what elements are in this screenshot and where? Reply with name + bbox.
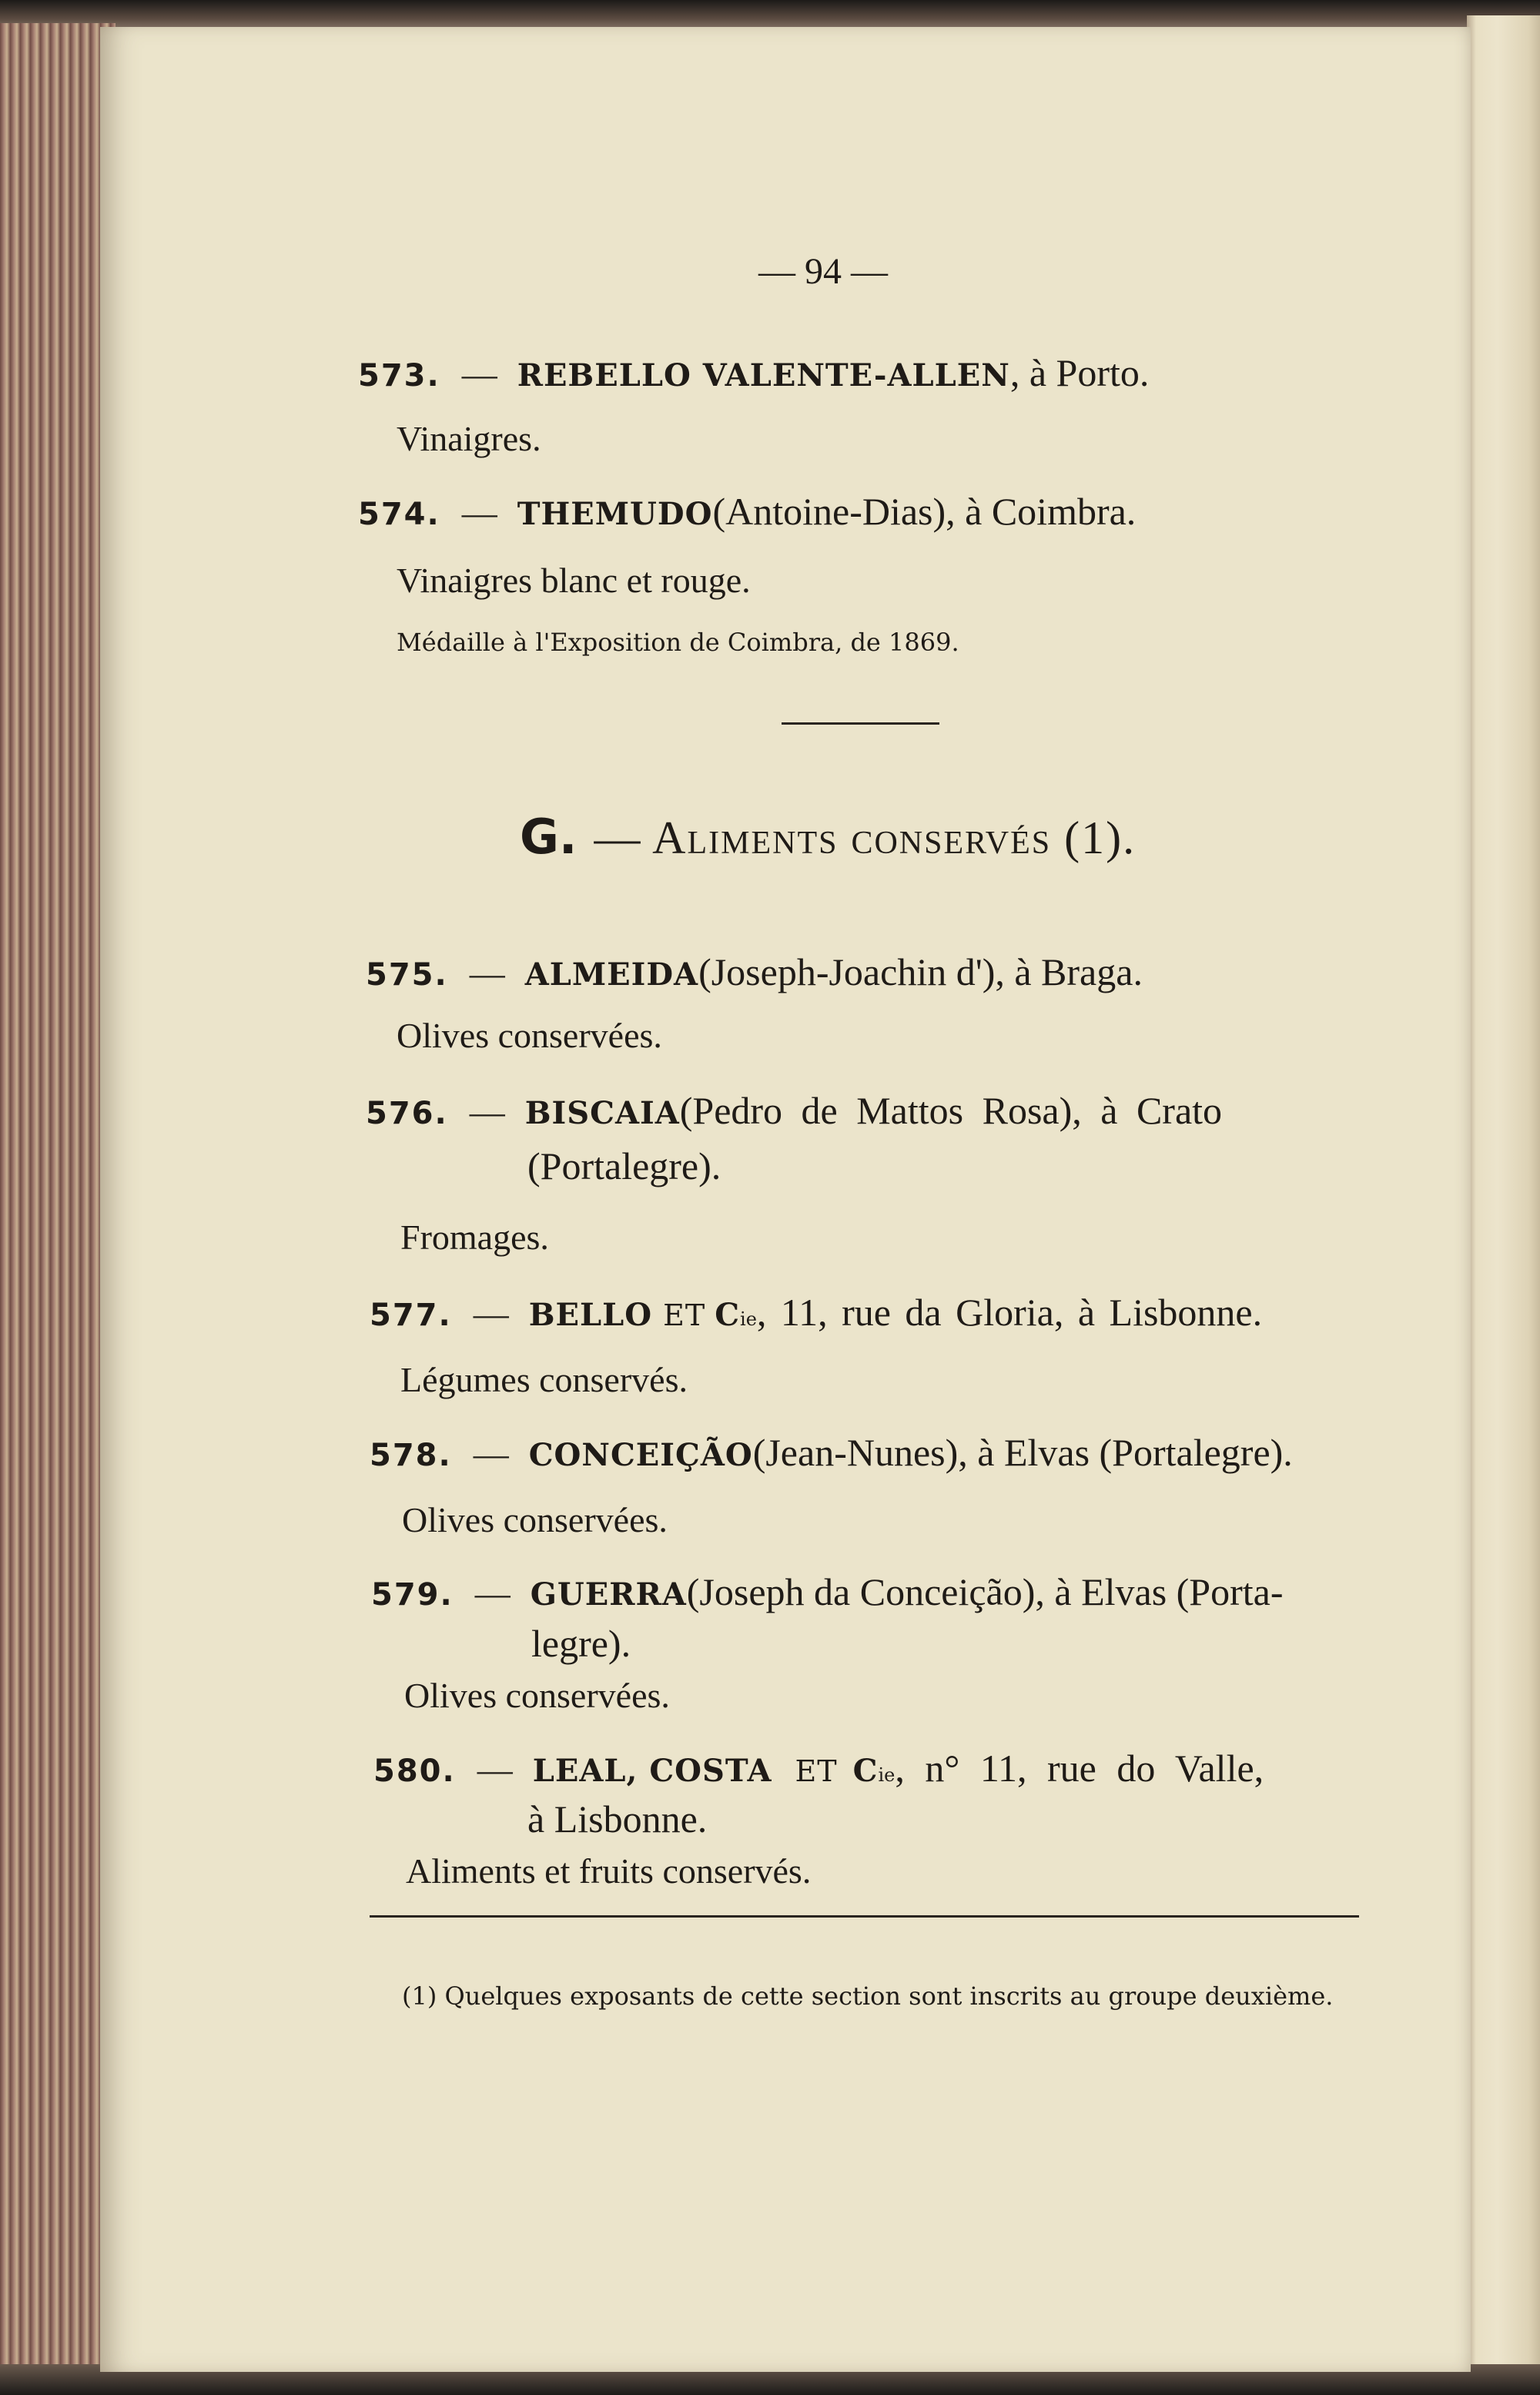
entry-name: BISCAIA xyxy=(524,1095,680,1131)
entry-location: , n° 11, rue do Valle, xyxy=(895,1747,1264,1790)
entry-dash: — xyxy=(473,1434,509,1473)
entry-name: BELLO xyxy=(528,1297,653,1333)
entry-number: 574. xyxy=(358,497,440,532)
entry-number: 573. xyxy=(358,358,440,394)
entry-description: Olives conservées. xyxy=(404,1676,670,1715)
entry-573 xyxy=(358,350,1149,395)
entry-number: 577. xyxy=(370,1298,452,1333)
book-top-edge xyxy=(0,0,1540,31)
entry-name: GUERRA xyxy=(530,1576,687,1613)
entry-note: Médaille à l'Exposition de Coimbra, de 1869. xyxy=(397,628,959,657)
entry-description: Aliments et fruits conservés. xyxy=(406,1851,812,1891)
section-letter: G. xyxy=(520,809,578,865)
entry-578 xyxy=(370,1430,1293,1475)
entry-cie-sup: ie xyxy=(740,1308,757,1330)
entry-574 xyxy=(358,489,1136,534)
entry-dash: — xyxy=(469,953,505,993)
footnote-rule xyxy=(370,1915,1359,1918)
entry-name: LEAL, COSTA xyxy=(532,1753,772,1789)
entry-description: Olives conservées. xyxy=(402,1500,668,1539)
entry-name: REBELLO VALENTE-ALLEN xyxy=(517,357,1010,394)
entry-dash: — xyxy=(477,1750,513,1789)
entry-description: Légumes conservés. xyxy=(400,1360,688,1399)
entry-number: 580. xyxy=(373,1754,456,1789)
entry-number: 576. xyxy=(366,1096,448,1131)
entry-dash: — xyxy=(469,1092,505,1131)
book-facing-page xyxy=(1467,15,1540,2380)
page-sheet xyxy=(100,27,1471,2372)
entry-description: Vinaigres. xyxy=(397,419,541,458)
entry-cie: C xyxy=(715,1297,741,1333)
entry-cie-sup: ie xyxy=(878,1764,896,1786)
entry-number: 578. xyxy=(370,1438,452,1473)
entry-dash: — xyxy=(461,354,497,394)
entry-location: , à Porto. xyxy=(1009,351,1150,394)
entry-location-continued: legre). xyxy=(531,1622,631,1665)
entry-description: Vinaigres blanc et rouge. xyxy=(397,561,751,600)
entry-dash: — xyxy=(473,1294,509,1333)
entry-number: 579. xyxy=(371,1577,454,1613)
section-rule xyxy=(782,722,939,725)
entry-577 xyxy=(370,1290,1262,1335)
entry-et: ET xyxy=(795,1754,838,1788)
entry-579 xyxy=(371,1569,1284,1614)
entry-location: , 11, rue da Gloria, à Lisbonne. xyxy=(756,1291,1263,1334)
entry-name: ALMEIDA xyxy=(524,956,699,993)
entry-location: (Joseph-Joachin d'), à Braga. xyxy=(698,950,1143,993)
entry-description: Olives conservées. xyxy=(397,1016,662,1055)
entry-575 xyxy=(366,950,1143,994)
page-number: — 94 — xyxy=(758,251,888,292)
section-heading xyxy=(520,809,1136,865)
entry-cie: C xyxy=(852,1753,879,1789)
entry-location: (Joseph da Conceição), à Elvas (Porta- xyxy=(686,1570,1284,1613)
entry-name: THEMUDO xyxy=(517,496,713,532)
entry-location: (Jean-Nunes), à Elvas (Portalegre). xyxy=(752,1431,1293,1474)
entry-description: Fromages. xyxy=(400,1218,549,1257)
entry-location: (Antoine-Dias), à Coimbra. xyxy=(712,490,1137,533)
entry-576 xyxy=(366,1088,1222,1133)
entry-580 xyxy=(373,1746,1264,1790)
entry-number: 575. xyxy=(366,957,448,993)
entry-dash: — xyxy=(474,1573,511,1613)
footnote: (1) Quelques exposants de cette section sont inscrits au groupe deuxième. xyxy=(402,1981,1334,2011)
entry-location: (Pedro de Mattos Rosa), à Crato xyxy=(679,1089,1223,1132)
entry-dash: — xyxy=(461,493,497,532)
section-title: — Aliments conservés (1). xyxy=(594,812,1137,863)
entry-location-continued: (Portalegre). xyxy=(527,1144,721,1187)
entry-et: ET xyxy=(663,1298,706,1332)
book-page-edges xyxy=(0,23,116,2395)
entry-name: CONCEIÇÃO xyxy=(528,1437,753,1473)
entry-location-continued: à Lisbonne. xyxy=(527,1797,708,1841)
